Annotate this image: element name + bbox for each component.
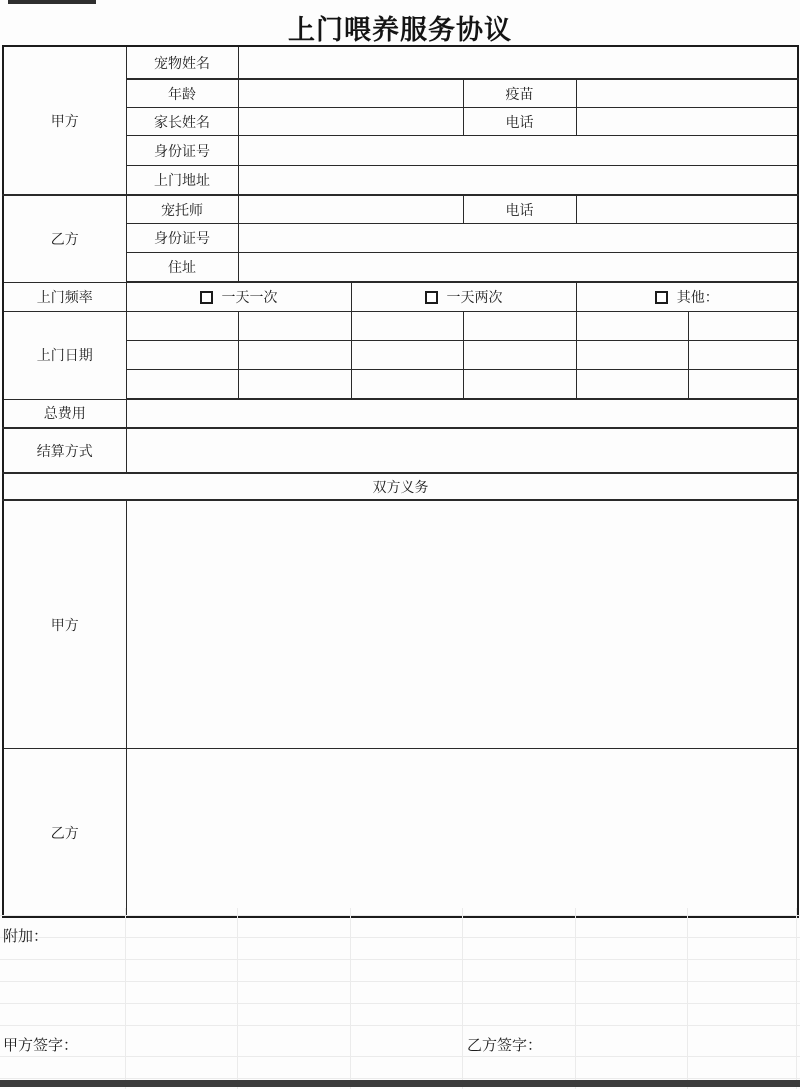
row-visit-dates-1 [3,312,798,341]
visit-date-cell[interactable] [688,370,798,400]
footer-spreadsheet-area [0,908,800,1089]
obligations-party-b-label: 乙方 [3,749,126,918]
scan-bottom-edge [0,1080,800,1087]
total-fee-label: 总费用 [3,399,126,428]
pet-name-value-cell[interactable] [238,46,798,79]
party-a-id-label: 身份证号 [126,136,238,166]
grid-line [350,908,351,1089]
row-obligations-header [3,473,798,500]
visit-dates-label: 上门日期 [3,312,126,400]
party-b-phone-value-cell[interactable] [576,195,798,224]
frequency-option-label: 一天两次 [446,289,503,305]
addendum-label: 附加： [3,928,49,945]
grid-line [0,1056,800,1057]
grid-line [0,1025,800,1026]
row-pet-name [3,46,798,79]
parent-name-label: 家长姓名 [126,108,238,136]
visit-date-cell[interactable] [351,370,463,400]
agreement-table [2,45,799,918]
settlement-label: 结算方式 [3,428,126,473]
grid-line [0,981,800,982]
grid-line [796,908,797,1089]
visit-date-cell[interactable] [126,370,238,400]
obligations-party-a-label: 甲方 [3,500,126,749]
row-settlement [3,428,798,473]
visit-address-value-cell[interactable] [238,166,798,196]
party-b-signature-label: 乙方签字： [467,1037,543,1054]
settlement-value-cell[interactable] [126,428,798,473]
total-fee-value-cell[interactable] [126,399,798,428]
obligations-party-b-content-cell[interactable] [126,749,798,918]
visit-date-cell[interactable] [463,312,576,341]
grid-line [125,908,126,1089]
party-a-id-value-cell[interactable] [238,136,798,166]
party-a-phone-label: 电话 [463,108,576,136]
grid-line [462,908,463,1089]
grid-line [0,959,800,960]
party-b-id-value-cell[interactable] [238,224,798,253]
frequency-option-other[interactable] [576,282,798,312]
age-label: 年龄 [126,79,238,108]
visit-date-cell[interactable] [576,341,688,370]
row-total-fee [3,399,798,428]
visit-date-cell[interactable] [126,312,238,341]
grid-line [0,937,800,938]
obligations-header: 双方义务 [3,473,798,500]
row-frequency [3,282,798,312]
party-b-address-label: 住址 [126,253,238,283]
age-value-cell[interactable] [238,79,463,108]
frequency-option-once-daily[interactable] [126,282,351,312]
visit-date-cell[interactable] [576,370,688,400]
checkbox-icon[interactable] [200,291,213,304]
visit-date-cell[interactable] [688,312,798,341]
grid-line [0,1078,800,1079]
visit-date-cell[interactable] [238,370,351,400]
visit-date-cell[interactable] [238,312,351,341]
grid-line [0,1003,800,1004]
party-b-section-label: 乙方 [3,195,126,282]
grid-line [687,908,688,1089]
sitter-label: 宠托师 [126,195,238,224]
form-title: 上门喂养服务协议 [288,15,512,45]
visit-date-cell[interactable] [576,312,688,341]
frequency-option-label: 一天一次 [221,289,278,305]
visit-date-cell[interactable] [126,341,238,370]
party-b-phone-label: 电话 [463,195,576,224]
visit-address-label: 上门地址 [126,166,238,196]
row-obligations-party-b [3,749,798,918]
grid-line [575,908,576,1089]
pet-name-label: 宠物姓名 [126,46,238,79]
grid-line [0,915,800,916]
obligations-party-a-content-cell[interactable] [126,500,798,749]
party-b-id-label: 身份证号 [126,224,238,253]
vaccine-value-cell[interactable] [576,79,798,108]
party-a-signature-label: 甲方签字： [3,1037,79,1054]
visit-date-cell[interactable] [463,341,576,370]
visit-date-cell[interactable] [463,370,576,400]
visit-date-cell[interactable] [351,312,463,341]
vaccine-label: 疫苗 [463,79,576,108]
frequency-label: 上门频率 [3,282,126,312]
party-a-section-label: 甲方 [3,46,126,195]
checkbox-icon[interactable] [425,291,438,304]
parent-name-value-cell[interactable] [238,108,463,136]
sitter-value-cell[interactable] [238,195,463,224]
frequency-option-label: 其他： [676,289,719,305]
visit-date-cell[interactable] [688,341,798,370]
checkbox-icon[interactable] [655,291,668,304]
party-a-phone-value-cell[interactable] [576,108,798,136]
row-sitter-phone [3,195,798,224]
row-obligations-party-a [3,500,798,749]
frequency-option-twice-daily[interactable] [351,282,576,312]
visit-date-cell[interactable] [238,341,351,370]
grid-line [237,908,238,1089]
party-b-address-value-cell[interactable] [238,253,798,283]
scan-edge-artifact [8,0,96,4]
visit-date-cell[interactable] [351,341,463,370]
